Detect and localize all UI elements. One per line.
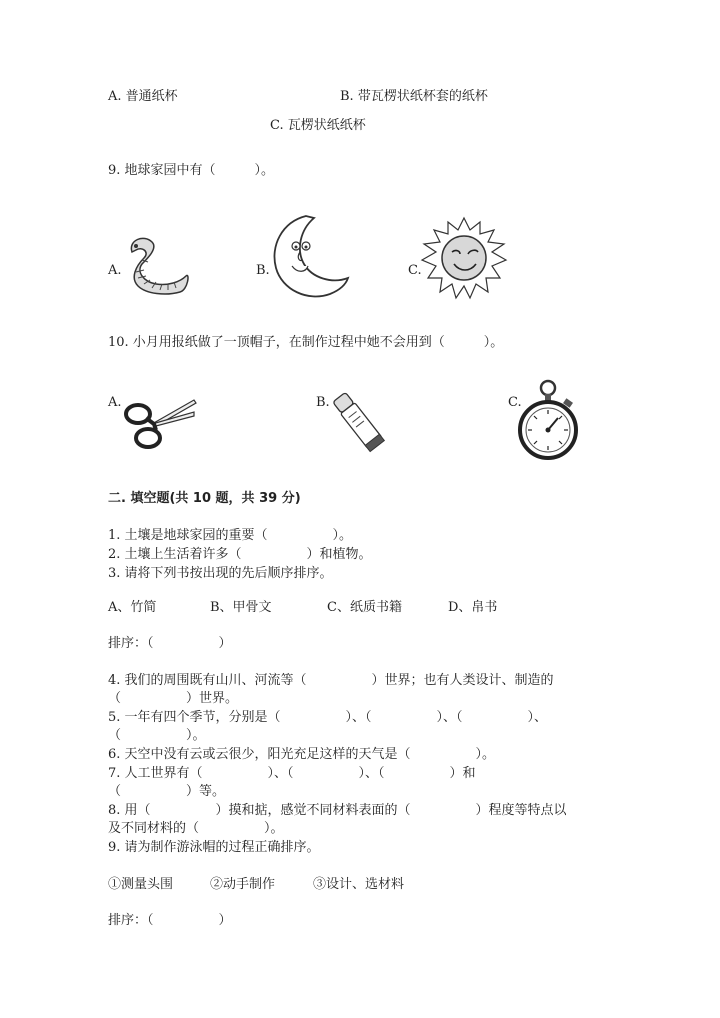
fill-q4-line2: （ ）世界。 <box>108 691 239 706</box>
fill-q9: 9. 请为制作游泳帽的过程正确排序。 <box>108 840 320 855</box>
q9-option-c: C. <box>408 263 422 278</box>
fill-q3-option-d: D、帛书 <box>448 600 498 615</box>
moon-icon <box>266 212 352 302</box>
fill-q8-line1: 8. 用（ ）摸和掂，感觉不同材料表面的（ ）程度等特点以 <box>108 803 567 818</box>
fill-q5-line1: 5. 一年有四个季节，分别是（ ）、（ ）、（ ）、 <box>108 710 548 725</box>
glue-stick-icon <box>328 392 392 456</box>
fill-q9-step-1: ①测量头围 <box>108 877 174 892</box>
fill-q3: 3. 请将下列书按出现的先后顺序排序。 <box>108 566 333 581</box>
fill-q9-sort: 排序：（ ） <box>108 913 232 928</box>
fill-q6: 6. 天空中没有云或云很少，阳光充足这样的天气是（ ）。 <box>108 747 496 762</box>
fill-q3-option-a: A、竹简 <box>108 600 157 615</box>
q10-stem: 10. 小月用报纸做了一顶帽子，在制作过程中她不会用到（ ）。 <box>108 335 504 350</box>
q8-option-a: A. 普通纸杯 <box>108 89 178 104</box>
fill-q9-step-2: ②动手制作 <box>210 877 276 892</box>
q10-option-a: A. <box>108 395 122 410</box>
q9-stem: 9. 地球家园中有（ ）。 <box>108 163 275 178</box>
fill-q9-step-3: ③设计、选材料 <box>313 877 405 892</box>
fill-q7-line2: （ ）等。 <box>108 784 226 799</box>
fill-q3-option-c: C、纸质书籍 <box>327 600 402 615</box>
stopwatch-icon <box>518 378 582 464</box>
fill-q3-sort: 排序：（ ） <box>108 636 232 651</box>
q8-option-b: B. 带瓦楞状纸杯套的纸杯 <box>340 89 488 104</box>
q10-option-c: C. <box>508 395 522 410</box>
fill-q7-line1: 7. 人工世界有（ ）、（ ）、（ ）和 <box>108 766 476 781</box>
sun-icon <box>420 216 508 300</box>
fill-q4-line1: 4. 我们的周围既有山川、河流等（ ）世界；也有人类设计、制造的 <box>108 673 554 688</box>
q9-option-a: A. <box>108 263 122 278</box>
fill-q5-line2: （ ）。 <box>108 728 206 743</box>
fill-q8-line2: 及不同材料的（ ）。 <box>108 821 284 836</box>
scissors-icon <box>122 394 198 454</box>
fill-q2: 2. 土壤上生活着许多（ ）和植物。 <box>108 547 372 562</box>
q9-option-b: B. <box>256 263 270 278</box>
section-title: 二. 填空题(共 10 题，共 39 分) <box>108 491 301 506</box>
fill-q3-option-b: B、甲骨文 <box>210 600 272 615</box>
fill-q1: 1. 土壤是地球家园的重要（ ）。 <box>108 528 353 543</box>
q8-option-c: C. 瓦楞状纸纸杯 <box>270 118 366 133</box>
q10-option-b: B. <box>316 395 330 410</box>
earthworm-icon <box>122 232 192 300</box>
